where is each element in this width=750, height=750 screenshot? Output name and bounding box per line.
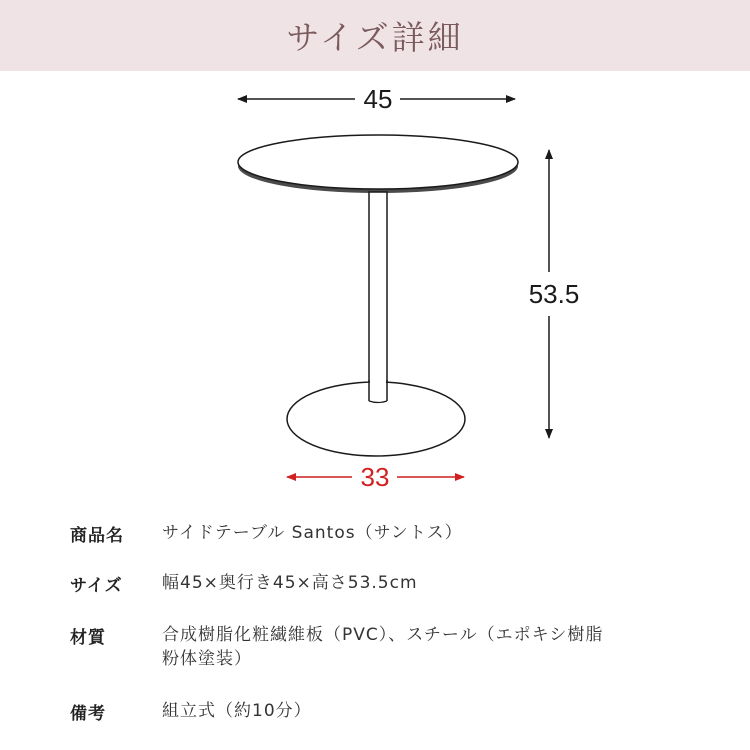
spec-value: 組立式（約10分）	[162, 701, 312, 721]
section-title: サイズ詳細	[286, 18, 464, 57]
width-dimension	[238, 84, 515, 114]
table-illustration	[238, 135, 518, 456]
spec-value: 合成樹脂化粧繊維板（PVC）、スチール（エポキシ樹脂 粉体塗装）	[162, 625, 604, 669]
spec-value: サイドテーブル Santos（サントス）	[162, 523, 463, 543]
width-label: 45	[363, 84, 393, 114]
table-pole	[369, 192, 387, 402]
height-dimension	[529, 150, 580, 438]
base-dimension	[287, 462, 464, 492]
spec-value: 幅45×奥行き45×高さ53.5cm	[162, 573, 418, 593]
spec-label: 備考	[70, 704, 106, 724]
tabletop-surface	[238, 135, 518, 189]
spec-label: 材質	[70, 628, 106, 648]
height-label: 53.5	[528, 279, 580, 309]
spec-label: サイズ	[70, 576, 123, 596]
pole-joint-mask	[370, 380, 386, 402]
base-label: 33	[360, 462, 390, 492]
spec-label: 商品名	[70, 526, 124, 546]
table-dimension-diagram	[0, 71, 750, 501]
section-header	[0, 0, 750, 71]
